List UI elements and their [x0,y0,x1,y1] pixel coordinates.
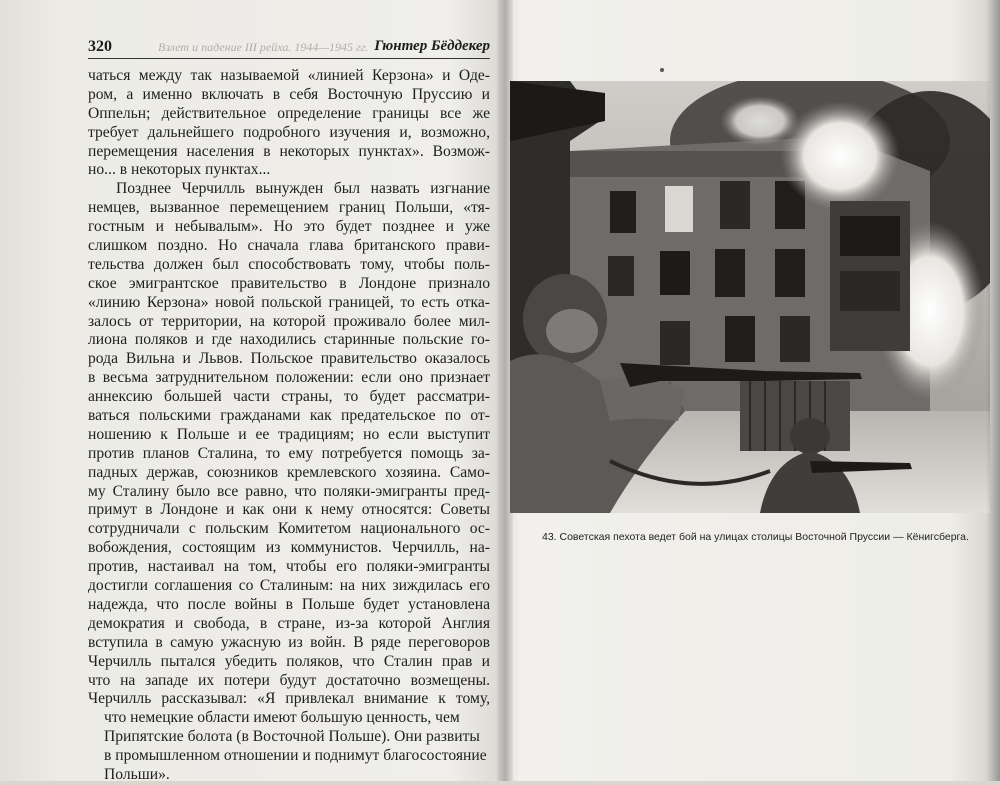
text-line: Черчилль пытался убедить поляков, что Сталин прав и [88,652,490,670]
page-number: 320 [88,38,112,55]
right-page [510,0,1000,781]
text-line: чаться между так называемой «линией Керзона» и Оде- [88,67,490,84]
text-line: надежда, что после войны в Польше будет установлена [88,595,490,613]
text-line: лиона поляков и где находились старинные польские го- [88,331,490,349]
text-line: в промышленном отношении и поднимут благосостояние [104,747,487,765]
text-line: примут в Лондоне и как они к нему относятся: Советы [88,501,490,519]
photo-caption: 43. Советская пехота ведет бой на улицах столицы Восточной Пруссии — Кёнигсберга. [542,531,969,543]
text-line: демократия и свобода, в стране, из-за которой Англия [88,614,490,632]
text-line: в весьма затруднительном положении: если оно признает [88,369,490,387]
body-text [88,67,490,785]
battle-photograph [510,81,990,513]
text-line: ношению к Польше и ее традициям; но если выступит [88,425,490,443]
text-line: сотрудничали с польским Комитетом национального ос- [88,520,490,538]
show-through-header: Взлет и падение III рейха. 1944—1945 гг. [158,40,369,54]
print-speck [660,68,664,72]
text-line: Позднее Черчилль вынужден был назвать изгнание [116,180,490,198]
text-line: что на западе их потери будут достаточно возмещены. [88,671,490,689]
text-line: что немецкие области имеют большую ценность, чем [104,709,460,727]
running-head [88,36,490,59]
text-line: но... в некоторых пунктах... [88,161,271,179]
text-line: вобождения, состоящим из коммунистов. Черчилль, на- [88,539,490,557]
text-line: слишком поздно. Но сначала глава британского прави- [88,237,490,255]
text-line: перемещения населения в некоторых пунктах». Возмож- [88,142,490,160]
text-line: требует дальнейшего подробного изучения и, возможно, [88,123,490,141]
text-line: против, настаивал на том, чтобы его поляки-эмигранты [88,558,490,576]
text-line: ваться польскими гражданами как предательское по от- [88,407,490,425]
text-line: ское эмигрантское правительство в Лондоне признало [88,274,490,292]
text-line: вступила в самую ужасную из войн. В ряде переговоров [88,633,490,651]
text-line: му Сталину было все равно, что поляки-эмигранты пред- [88,482,490,500]
left-page [0,0,500,781]
author-header: Гюнтер Бёддекер [374,38,490,54]
text-line: против планов Сталина, то ему потребуется помощь за- [88,444,490,462]
text-line: рода Вильна и Львов. Польское правительство оказалось [88,350,490,368]
text-line: Черчилль рассказывал: «Я привлекал внимание к тому, [88,690,490,708]
text-line: Оппельн; действительное определение границы все же [88,104,490,122]
text-line: гостным и небывалым». Но это будет позднее и уже [88,218,490,236]
text-line: «линию Керзона» новой польской границей, то есть отка- [88,293,490,311]
text-line: достигли соглашения со Сталиным: на них зиждилась его [88,577,490,595]
text-line: залось от территории, на которой проживало более мил- [88,312,490,330]
burning-building-soldiers-image [510,81,990,513]
text-line: немцев, вызванное перемещением границ Польши, «тя- [88,199,490,217]
text-line: Польши». [104,765,170,783]
text-line: падных держав, союзников кремлевского хозяина. Само- [88,463,490,481]
page-edge-shadow [986,0,1000,781]
text-line: аннексию большей части страны, то будет рассматри- [88,388,490,406]
text-line: Припятские болота (в Восточной Польше). Они развиты [104,728,480,746]
text-line: ром, а именно включать в себя Восточную Пруссию и [88,85,490,103]
text-line: тельства должен был способствовать тому, чтобы поль- [88,255,490,273]
